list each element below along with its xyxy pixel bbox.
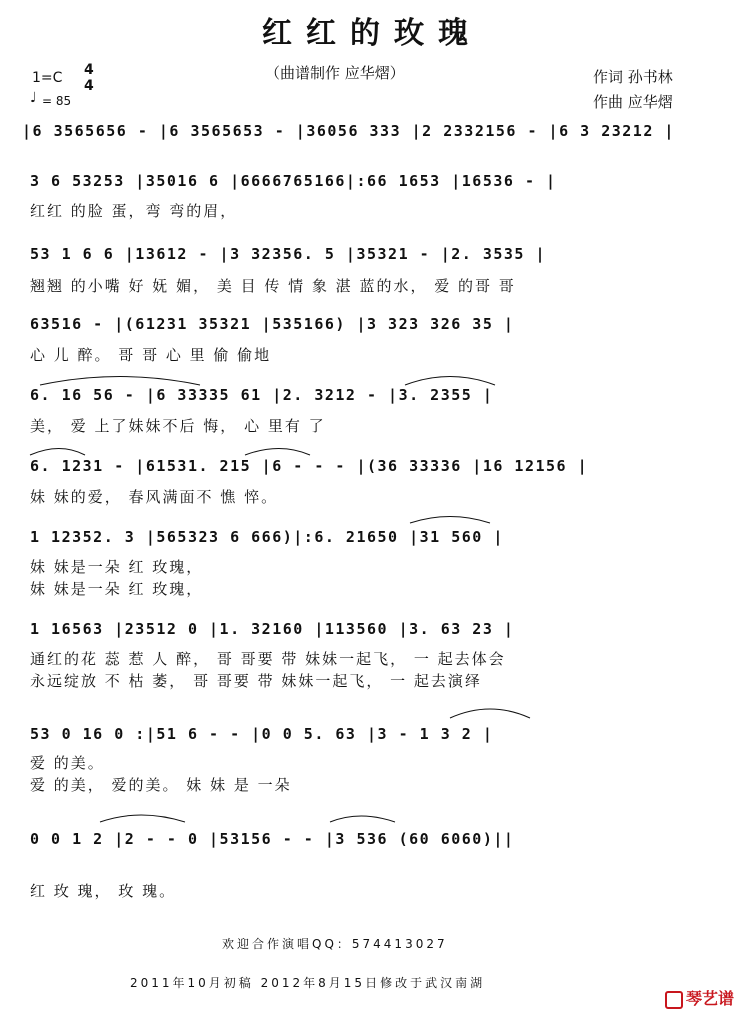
key-signature: 1=C bbox=[32, 70, 63, 86]
lyric-line-4a: 心 儿 醉。 哥 哥 心 里 偷 偷地 bbox=[30, 346, 272, 364]
lyric-line-9a: 爱 的美。 bbox=[30, 754, 105, 772]
lyric-line-2a: 红红 的脸 蛋，弯 弯的眉， bbox=[30, 202, 238, 220]
subtitle: （曲谱制作 应华熠） bbox=[265, 64, 405, 82]
notation-line-3: 53 1 6 6 |13612 - |3 32356. 5 |35321 - |2. 3535 | bbox=[30, 245, 547, 263]
slur-arc bbox=[100, 815, 185, 822]
slur-arc bbox=[405, 377, 495, 386]
lyric-line-3a: 翘翘 的小嘴 好 妩 媚， 美 目 传 情 象 湛 蓝的水， 爱 的哥 哥 bbox=[30, 277, 516, 295]
notation-line-10: 0 0 1 2 |2 - - 0 |53156 - - |3 536 (60 6060)|| bbox=[30, 830, 515, 848]
composer-credit: 作曲 应华熠 bbox=[593, 93, 673, 111]
lyric-line-8b: 永远绽放 不 枯 萎， 哥 哥要 带 妹妹一起飞， 一 起去演绎 bbox=[30, 672, 482, 690]
lyric-line-6a: 妹 妹的爱， 春风满面不 憔 悴。 bbox=[30, 488, 279, 506]
notation-line-9: 53 0 16 0 :|51 6 - - |0 0 5. 63 |3 - 1 3 2 | bbox=[30, 725, 494, 743]
slur-arc bbox=[330, 816, 395, 822]
quarter-note-icon: ♩ bbox=[30, 90, 37, 106]
slur-arc bbox=[245, 449, 310, 456]
notation-line-4: 63516 - |(61231 35321 |535166) |3 323 326 35 | bbox=[30, 315, 515, 333]
notation-line-1: |6 3565656 - |6 3565653 - |36056 333 |2 2332156 - |6 3 23212 | bbox=[22, 122, 675, 140]
footer-date: 2011年10月初稿 2012年8月15日修改于武汉南湖 bbox=[130, 976, 486, 990]
time-signature-bottom: 4 bbox=[84, 78, 94, 94]
footer-contact: 欢迎合作演唱QQ：574413027 bbox=[222, 937, 448, 951]
notation-line-5: 6. 16 56 - |6 33335 61 |2. 3212 - |3. 2355 | bbox=[30, 386, 494, 404]
slur-arc bbox=[450, 709, 530, 718]
site-logo bbox=[665, 986, 734, 1009]
logo-mark-icon bbox=[665, 991, 683, 1009]
notation-line-7: 1 12352. 3 |565323 6 666)|:6. 21650 |31 560 | bbox=[30, 528, 504, 546]
slur-arc bbox=[410, 517, 490, 524]
logo-text: 琴艺谱 bbox=[685, 989, 734, 1008]
lyric-line-8a: 通红的花 蕊 惹 人 醉， 哥 哥要 带 妹妹一起飞， 一 起去体会 bbox=[30, 650, 506, 668]
notation-line-6: 6. 1231 - |61531. 215 |6 - - - |(36 33336 |16 12156 | bbox=[30, 457, 589, 475]
notation-line-8: 1 16563 |23512 0 |1. 32160 |113560 |3. 63 23 | bbox=[30, 620, 515, 638]
slur-arc bbox=[40, 377, 200, 386]
tempo-marking: = 85 bbox=[42, 94, 72, 108]
lyric-line-5a: 美， 爱 上了妹妹不后 悔， 心 里有 了 bbox=[30, 417, 326, 435]
lyric-line-7b: 妹 妹是一朵 红 玫瑰， bbox=[30, 580, 204, 598]
lyric-line-7a: 妹 妹是一朵 红 玫瑰， bbox=[30, 558, 204, 576]
lyricist-credit: 作词 孙书林 bbox=[593, 68, 673, 86]
slur-arc bbox=[30, 449, 85, 456]
time-signature-top: 4 bbox=[84, 62, 94, 78]
notation-line-2: 3 6 53253 |35016 6 |6666765166|:66 1653 |16536 - | bbox=[30, 172, 557, 190]
song-title: 红红的玫瑰 bbox=[262, 16, 482, 51]
lyric-line-9b: 爱 的美， 爱的美。 妹 妹 是 一朵 bbox=[30, 776, 292, 794]
lyric-line-10b: 红 玫 瑰， 玫 瑰。 bbox=[30, 882, 177, 900]
